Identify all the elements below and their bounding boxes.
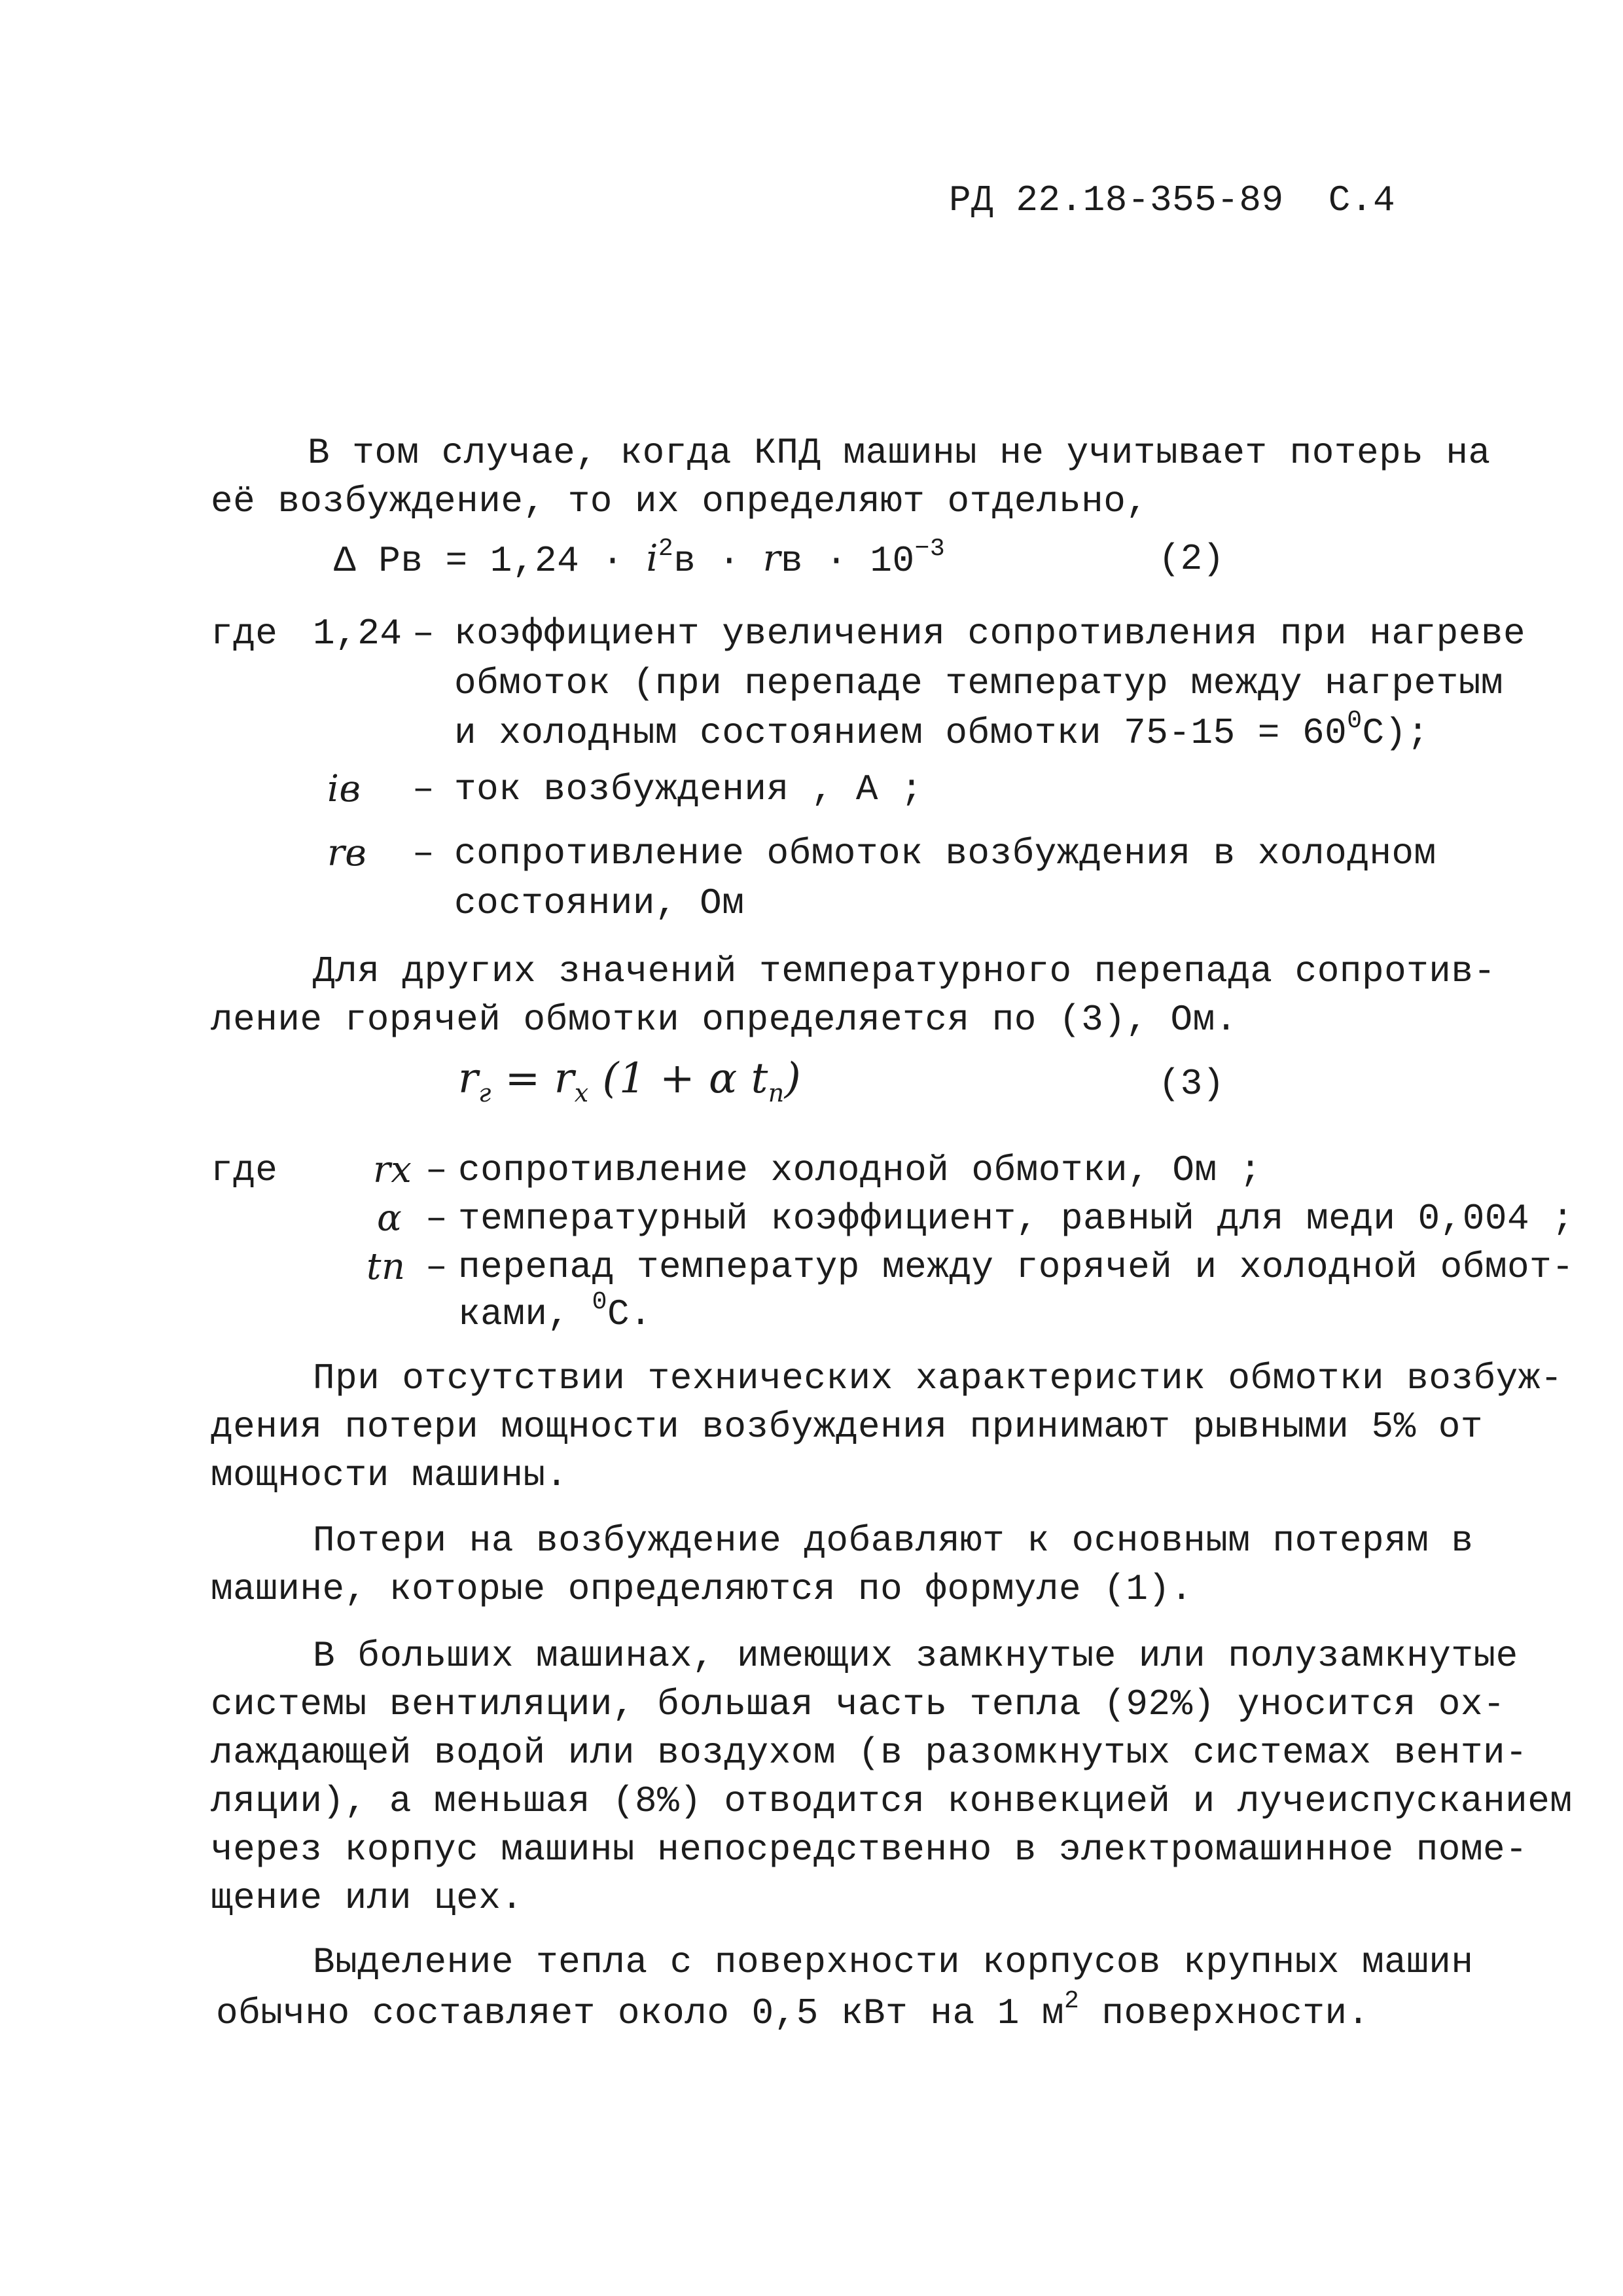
paragraph-5-line-6: щение или цех.	[211, 1877, 524, 1919]
where1-symbol-2: iв	[327, 768, 361, 810]
paragraph-6-line-2-text: обычно составляет около 0,5 кВт на 1 м	[216, 1992, 1065, 2034]
where2-desc-1: сопротивление холодной обмотки, Ом ;	[458, 1149, 1262, 1191]
paragraph-3-line-2: дения потери мощности возбуждения принимают рывными 5% от	[211, 1406, 1484, 1448]
equation-2-number: (2)	[1158, 538, 1224, 580]
eq3-temp-subscript: п	[768, 1079, 785, 1107]
degree-mark: 0	[592, 1288, 607, 1316]
paragraph-3-line-3: мощности машины.	[211, 1454, 568, 1496]
eq2-resistance-symbol: r	[762, 537, 781, 580]
paragraph-5-line-5: через корпус машины непосредственно в электромашинное поме-	[211, 1829, 1528, 1871]
where1-desc-1-line-2: обмоток (при перепаде температур между нагретым	[454, 662, 1503, 704]
where1-desc-1-line-1: коэффициент увеличения сопротивления при нагреве	[454, 613, 1526, 655]
eq2-coefficient: 1,24 ·	[490, 540, 647, 582]
square-exponent: 2	[1064, 1987, 1080, 2015]
paragraph-3-line-1: При отсутствии технических характеристик обмотки возбуж-	[313, 1357, 1563, 1399]
where1-desc-2: ток возбуждения , А ;	[454, 768, 923, 810]
where1-desc-3-line-2: состоянии, Ом	[454, 882, 745, 924]
eq3-hot-subscript: г	[478, 1079, 491, 1107]
where2-dash-3: –	[425, 1246, 448, 1288]
where2-dash-2: –	[425, 1198, 448, 1240]
where1-symbol-3: rв	[327, 832, 367, 874]
eq2-current-exponent: 2	[658, 535, 674, 563]
where1-desc-1-line-3-text: и холодным состоянием обмотки 75-15 = 60	[454, 712, 1347, 754]
eq3-bracket-term: (1 + α t	[588, 1054, 768, 1103]
eq2-power-of-ten: · 10	[803, 540, 915, 582]
paragraph-5-line-3: лаждающей водой или воздухом (в разомкнутых системах венти-	[211, 1732, 1528, 1774]
where2-desc-3-line-2-unit: С.	[607, 1293, 652, 1335]
paragraph-6-line-2-end: поверхности.	[1079, 1992, 1370, 2034]
eq2-current-symbol: i	[646, 537, 658, 580]
where2-desc-3-line-1: перепад температур между горячей и холодной обмот-	[458, 1246, 1575, 1288]
paragraph-2-line-2: ление горячей обмотки определяется по (3), Ом.	[211, 999, 1238, 1041]
where2-desc-3-line-2	[458, 1288, 652, 1342]
eq3-cold-resistance: = r	[491, 1054, 575, 1103]
eq2-current-subscript: в	[673, 540, 696, 582]
eq3-cold-subscript: х	[574, 1079, 589, 1107]
document-reference: РД 22.18-355-89 С.4	[949, 179, 1396, 221]
where2-symbol-1: rх	[373, 1149, 412, 1191]
equation-3-number: (3)	[1158, 1063, 1224, 1105]
paragraph-4-line-1: Потери на возбуждение добавляют к основным потерям в	[313, 1520, 1474, 1562]
where1-dash-1: –	[412, 613, 435, 655]
paragraph-1-line-2: её возбуждение, то их определяют отдельно,	[211, 480, 1149, 522]
where1-desc-1-line-3	[454, 709, 1429, 761]
paragraph-2-line-1: Для других значений температурного перепада сопротив-	[313, 950, 1496, 992]
paragraph-6-line-2	[216, 1987, 1370, 2041]
eq3-close-bracket: )	[784, 1054, 802, 1103]
where-label-1: где	[211, 613, 278, 655]
degree-mark: 0	[1347, 707, 1363, 735]
paragraph-1-line-1: В том случае, когда КПД машины не учитывает потерь на	[308, 432, 1491, 474]
where1-symbol-1: 1,24	[313, 613, 402, 655]
paragraph-6-line-1: Выделение тепла с поверхности корпусов крупных машин	[313, 1941, 1474, 1983]
where1-dash-3: –	[412, 833, 435, 874]
paragraph-5-line-1: В больших машинах, имеющих замкнутые или полузамкнутые	[313, 1635, 1518, 1677]
eq2-exponent: −3	[914, 535, 946, 563]
eq3-hot-resistance: r	[458, 1054, 479, 1103]
paragraph-5-line-2: системы вентиляции, большая часть тепла (92%) уносится ох-	[211, 1683, 1506, 1725]
where2-dash-1: –	[425, 1149, 448, 1191]
equation-3	[458, 1055, 801, 1107]
eq2-resistance-subscript: в	[780, 540, 804, 582]
where2-desc-2: температурный коэффициент, равный для меди 0,004 ;	[458, 1198, 1575, 1240]
equation-2	[334, 535, 945, 588]
where2-symbol-2: α	[377, 1197, 402, 1240]
eq2-lhs: Δ Рв =	[334, 540, 490, 582]
eq2-multiply: ·	[696, 540, 763, 582]
where1-desc-3-line-1: сопротивление обмоток возбуждения в холодном	[454, 833, 1436, 874]
paragraph-4-line-2: машине, которые определяются по формуле (1).	[211, 1568, 1193, 1610]
where1-desc-1-line-3-unit: С);	[1362, 712, 1429, 754]
where2-desc-3-line-2-text: ками,	[458, 1293, 592, 1335]
paragraph-5-line-4: ляции), а меньшая (8%) отводится конвекцией и лучеиспусканием	[211, 1780, 1573, 1822]
where-label-2: где	[211, 1149, 278, 1191]
where2-symbol-3: tп	[366, 1246, 406, 1288]
where1-dash-2: –	[412, 768, 435, 810]
